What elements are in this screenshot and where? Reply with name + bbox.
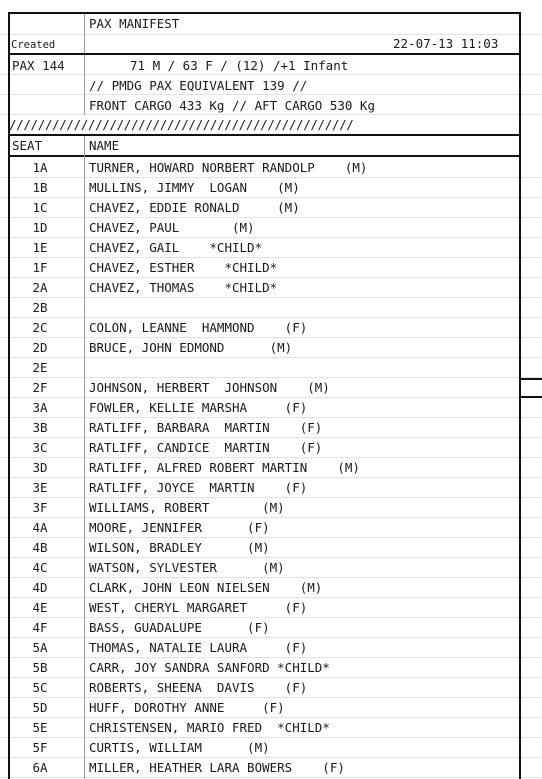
name-cell[interactable]: MOORE, JENNIFER (F) bbox=[89, 520, 270, 535]
name-cell[interactable]: ROBERTS, SHEENA DAVIS (F) bbox=[89, 680, 308, 695]
passenger-row[interactable] bbox=[8, 698, 521, 718]
seat-cell[interactable]: 1A bbox=[32, 160, 48, 175]
passenger-row[interactable] bbox=[8, 438, 521, 458]
passenger-row[interactable] bbox=[8, 458, 521, 478]
name-cell[interactable]: BRUCE, JOHN EDMOND (M) bbox=[89, 340, 293, 355]
seat-cell[interactable]: 1D bbox=[32, 220, 48, 235]
passenger-row[interactable] bbox=[8, 578, 521, 598]
passenger-row[interactable] bbox=[8, 298, 521, 318]
pax-summary[interactable]: 71 M / 63 F / (12) /+1 Infant bbox=[130, 58, 349, 73]
passenger-row[interactable] bbox=[8, 398, 521, 418]
seat-cell[interactable]: 5B bbox=[32, 660, 48, 675]
passenger-row[interactable] bbox=[8, 278, 521, 298]
name-cell[interactable]: RATLIFF, JOYCE MARTIN (F) bbox=[89, 480, 308, 495]
passenger-row[interactable] bbox=[8, 238, 521, 258]
seat-cell[interactable]: 3F bbox=[32, 500, 48, 515]
column-divider bbox=[84, 14, 85, 53]
separator-row[interactable]: //////////////////////////////////////////////// bbox=[9, 117, 354, 132]
seat-cell[interactable]: 4D bbox=[32, 580, 48, 595]
passenger-row[interactable] bbox=[8, 638, 521, 658]
name-cell[interactable]: CHAVEZ, ESTHER *CHILD* bbox=[89, 260, 278, 275]
cell-cursor bbox=[521, 378, 542, 398]
name-cell[interactable]: CHAVEZ, GAIL *CHILD* bbox=[89, 240, 263, 255]
passenger-row[interactable] bbox=[8, 678, 521, 698]
name-cell[interactable]: RATLIFF, ALFRED ROBERT MARTIN (M) bbox=[89, 460, 360, 475]
created-datetime[interactable]: 22-07-13 11:03 bbox=[393, 36, 499, 51]
column-divider bbox=[84, 55, 85, 115]
name-cell[interactable]: JOHNSON, HERBERT JOHNSON (M) bbox=[89, 380, 330, 395]
name-cell[interactable]: CARR, JOY SANDRA SANFORD *CHILD* bbox=[89, 660, 330, 675]
seat-cell[interactable]: 3D bbox=[32, 460, 48, 475]
name-cell[interactable]: THOMAS, NATALIE LAURA (F) bbox=[89, 640, 308, 655]
seat-column-header[interactable]: SEAT bbox=[12, 138, 43, 153]
passenger-row[interactable] bbox=[8, 418, 521, 438]
seat-cell[interactable]: 4A bbox=[32, 520, 48, 535]
seat-cell[interactable]: 2C bbox=[32, 320, 48, 335]
seat-cell[interactable]: 5A bbox=[32, 640, 48, 655]
cargo-weights[interactable]: FRONT CARGO 433 Kg // AFT CARGO 530 Kg bbox=[89, 98, 375, 113]
seat-cell[interactable]: 4C bbox=[32, 560, 48, 575]
seat-cell[interactable]: 5D bbox=[32, 700, 48, 715]
passenger-row[interactable] bbox=[8, 258, 521, 278]
name-cell[interactable]: HUFF, DOROTHY ANNE (F) bbox=[89, 700, 285, 715]
seat-cell[interactable]: 1E bbox=[32, 240, 48, 255]
name-cell[interactable]: CHRISTENSEN, MARIO FRED *CHILD* bbox=[89, 720, 330, 735]
passenger-row[interactable] bbox=[8, 598, 521, 618]
seat-cell[interactable]: 5F bbox=[32, 740, 48, 755]
passenger-row[interactable] bbox=[8, 498, 521, 518]
passenger-row[interactable] bbox=[8, 518, 521, 538]
name-cell[interactable]: CURTIS, WILLIAM (M) bbox=[89, 740, 270, 755]
seat-cell[interactable]: 3C bbox=[32, 440, 48, 455]
seat-cell[interactable]: 4F bbox=[32, 620, 48, 635]
passenger-row[interactable] bbox=[8, 178, 521, 198]
seat-cell[interactable]: 2A bbox=[32, 280, 48, 295]
created-label[interactable]: Created bbox=[11, 39, 56, 51]
passenger-row[interactable] bbox=[8, 378, 521, 398]
seat-cell[interactable]: 3B bbox=[32, 420, 48, 435]
name-cell[interactable]: FOWLER, KELLIE MARSHA (F) bbox=[89, 400, 308, 415]
name-cell[interactable]: WILLIAMS, ROBERT (M) bbox=[89, 500, 285, 515]
name-cell[interactable]: WILSON, BRADLEY (M) bbox=[89, 540, 270, 555]
seat-cell[interactable]: 4E bbox=[32, 600, 48, 615]
name-cell[interactable]: CHAVEZ, EDDIE RONALD (M) bbox=[89, 200, 300, 215]
passenger-row[interactable] bbox=[8, 658, 521, 678]
seat-cell[interactable]: 2F bbox=[32, 380, 48, 395]
name-cell[interactable]: CHAVEZ, THOMAS *CHILD* bbox=[89, 280, 278, 295]
passenger-row[interactable] bbox=[8, 158, 521, 178]
seat-cell[interactable]: 2D bbox=[32, 340, 48, 355]
passenger-row[interactable] bbox=[8, 718, 521, 738]
passenger-row[interactable] bbox=[8, 218, 521, 238]
passenger-row[interactable] bbox=[8, 618, 521, 638]
name-cell[interactable]: WATSON, SYLVESTER (M) bbox=[89, 560, 285, 575]
passenger-row[interactable] bbox=[8, 538, 521, 558]
passenger-row[interactable] bbox=[8, 338, 521, 358]
seat-cell[interactable]: 3A bbox=[32, 400, 48, 415]
name-cell[interactable]: CLARK, JOHN LEON NIELSEN (M) bbox=[89, 580, 323, 595]
name-cell[interactable]: MULLINS, JIMMY LOGAN (M) bbox=[89, 180, 300, 195]
name-cell[interactable]: TURNER, HOWARD NORBERT RANDOLP (M) bbox=[89, 160, 368, 175]
passenger-row[interactable] bbox=[8, 478, 521, 498]
seat-cell[interactable]: 5E bbox=[32, 720, 48, 735]
seat-cell[interactable]: 1C bbox=[32, 200, 48, 215]
seat-cell[interactable]: 1F bbox=[32, 260, 48, 275]
name-cell[interactable]: WEST, CHERYL MARGARET (F) bbox=[89, 600, 308, 615]
seat-cell[interactable]: 6A bbox=[32, 760, 48, 775]
name-cell[interactable]: RATLIFF, BARBARA MARTIN (F) bbox=[89, 420, 323, 435]
name-cell[interactable]: RATLIFF, CANDICE MARTIN (F) bbox=[89, 440, 323, 455]
passenger-row[interactable] bbox=[8, 738, 521, 758]
seat-cell[interactable]: 5C bbox=[32, 680, 48, 695]
name-cell[interactable]: BASS, GUADALUPE (F) bbox=[89, 620, 270, 635]
passenger-row[interactable] bbox=[8, 318, 521, 338]
name-cell[interactable]: MILLER, HEATHER LARA BOWERS (F) bbox=[89, 760, 345, 775]
passenger-row[interactable] bbox=[8, 558, 521, 578]
name-column-header[interactable]: NAME bbox=[89, 138, 120, 153]
seat-cell[interactable]: 2B bbox=[32, 300, 48, 315]
manifest-title[interactable]: PAX MANIFEST bbox=[89, 16, 180, 31]
passenger-row[interactable] bbox=[8, 358, 521, 378]
passenger-row[interactable] bbox=[8, 758, 521, 778]
seat-cell[interactable]: 4B bbox=[32, 540, 48, 555]
passenger-row[interactable] bbox=[8, 198, 521, 218]
seat-cell[interactable]: 1B bbox=[32, 180, 48, 195]
seat-cell[interactable]: 2E bbox=[32, 360, 48, 375]
pax-equivalent[interactable]: // PMDG PAX EQUIVALENT 139 // bbox=[89, 78, 308, 93]
seat-cell[interactable]: 3E bbox=[32, 480, 48, 495]
name-cell[interactable]: COLON, LEANNE HAMMOND (F) bbox=[89, 320, 308, 335]
pax-count[interactable]: PAX 144 bbox=[12, 58, 65, 73]
name-cell[interactable]: CHAVEZ, PAUL (M) bbox=[89, 220, 255, 235]
